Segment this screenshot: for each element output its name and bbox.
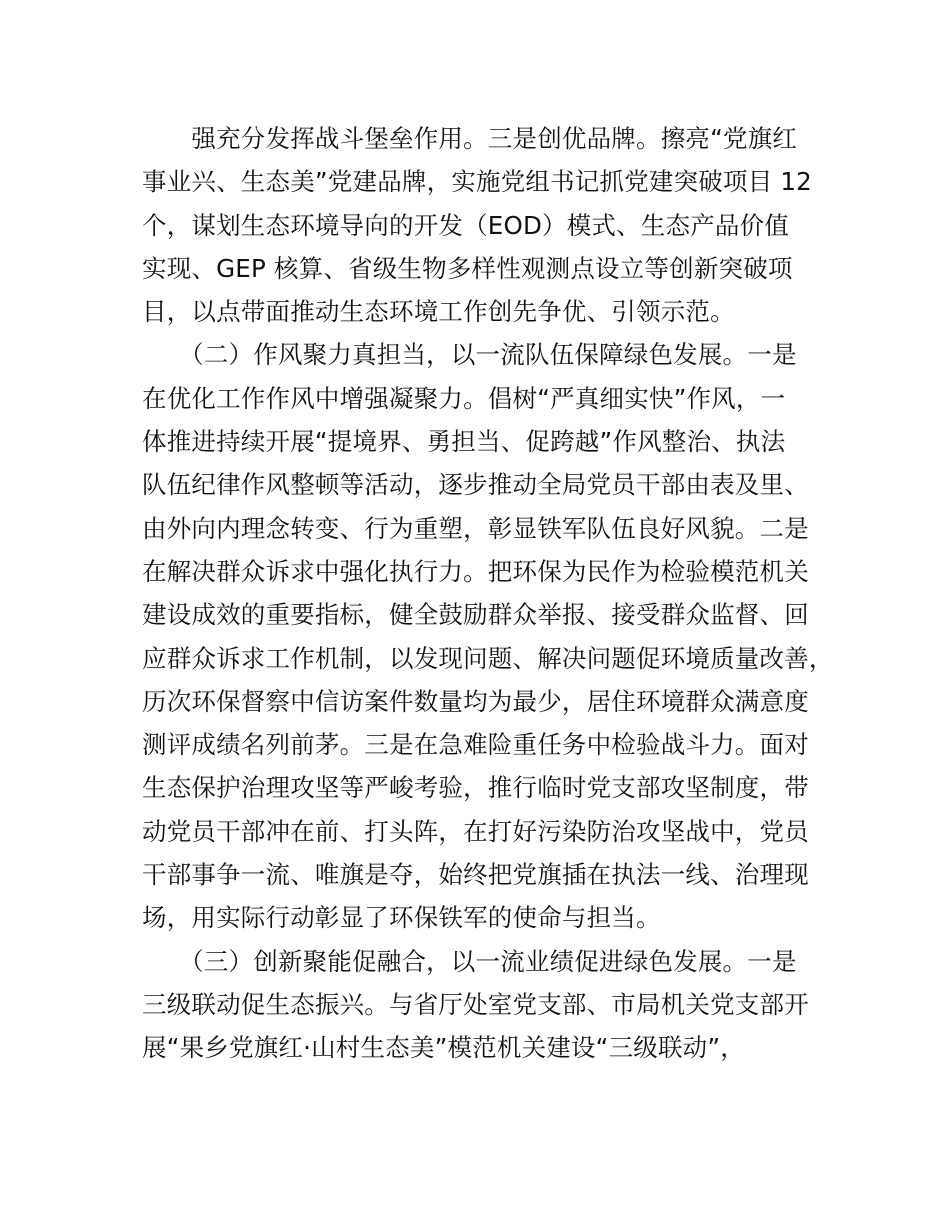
text-line: 动党员干部冲在前、打头阵，在打好污染防治攻坚战中，党员 bbox=[142, 816, 809, 846]
text-line: 实现、GEP 核算、省级生物多样性观测点设立等创新突破项 bbox=[142, 253, 793, 283]
text-line: 在解决群众诉求中强化执行力。把环保为民作为检验模范机关 bbox=[142, 556, 809, 586]
text-line: 事业兴、生态美”党建品牌，实施党组书记抓党建突破项目 12 bbox=[142, 167, 812, 197]
text-line: 由外向内理念转变、行为重塑，彰显铁军队伍良好风貌。二是 bbox=[142, 513, 809, 543]
text-line: 场，用实际行动彰显了环保铁军的使命与担当。 bbox=[142, 903, 661, 933]
text-line: 个，谋划生态环境导向的开发（EOD）模式、生态产品价值 bbox=[142, 210, 790, 240]
text-line: 生态保护治理攻坚等严峻考验，推行临时党支部攻坚制度，带 bbox=[142, 773, 809, 803]
text-line: 干部事争一流、唯旗是夺，始终把党旗插在执法一线、治理现 bbox=[142, 860, 809, 890]
text-line: 强充分发挥战斗堡垒作用。三是创优品牌。擦亮“党旗红 bbox=[142, 124, 798, 153]
text-line: （三）创新聚能促融合，以一流业绩促进绿色发展。一是 bbox=[142, 946, 797, 976]
text-line: 应群众诉求工作机制，以发现问题、解决问题促环境质量改善， bbox=[142, 643, 834, 673]
text-line: 队伍纪律作风整顿等活动，逐步推动全局党员干部由表及里、 bbox=[142, 470, 809, 500]
text-line: 历次环保督察中信访案件数量均为最少，居住环境群众满意度 bbox=[142, 686, 809, 716]
text-line: 建设成效的重要指标，健全鼓励群众举报、接受群众监督、回 bbox=[142, 600, 809, 630]
document-body bbox=[142, 117, 842, 1070]
text-line: （二）作风聚力真担当，以一流队伍保障绿色发展。一是 bbox=[142, 340, 797, 370]
text-line: 体推进持续开展“提境界、勇担当、促跨越”作风整治、执法 bbox=[142, 427, 786, 457]
text-line: 三级联动促生态振兴。与省厅处室党支部、市局机关党支部开 bbox=[142, 989, 809, 1019]
text-line: 目，以点带面推动生态环境工作创先争优、引领示范。 bbox=[142, 297, 735, 327]
text-line: 测评成绩名列前茅。三是在急难险重任务中检验战斗力。面对 bbox=[142, 730, 809, 760]
text-line: 展“果乡党旗红·山村生态美”模范机关建设“三级联动”， bbox=[142, 1033, 745, 1063]
text-line: 在优化工作作风中增强凝聚力。倡树“严真细实快”作风，一 bbox=[142, 383, 786, 413]
